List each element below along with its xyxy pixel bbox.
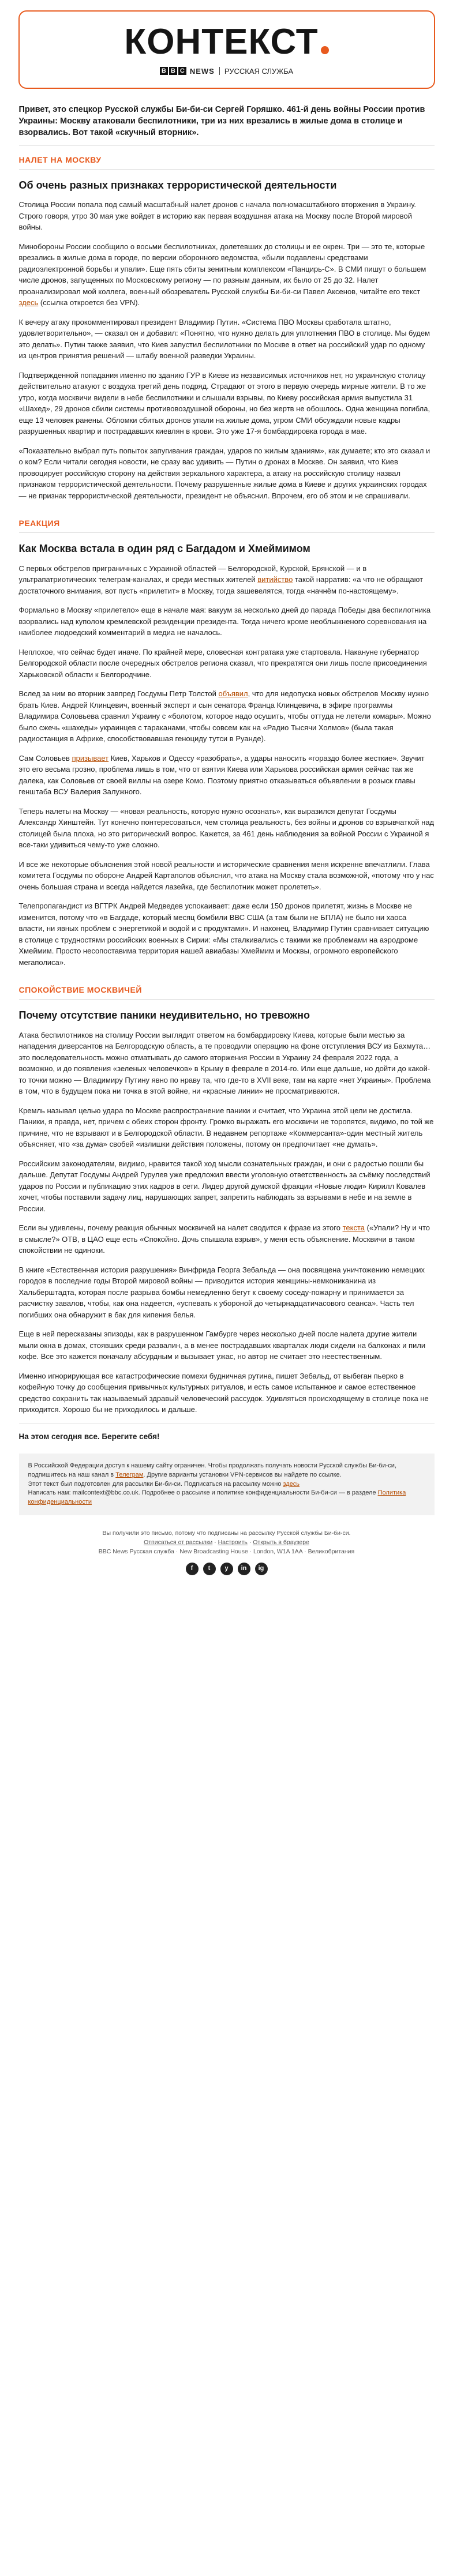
paragraph-text: («Упали? Ну и что в смысле?» ОТВ, в ЦАО еще есть «Спокойно. Дочь спышала взрыв», у меня есть объяснение. Москвичи в таком спокойствии не одиноки.	[18, 1223, 430, 1255]
youtube-icon[interactable]: y	[220, 1563, 233, 1575]
bbc-letter: B	[160, 67, 168, 75]
paragraph-text: такой нарратив: «а что не обращают достаточного внимания, вот пусть «прилетит» в Москву, тогда зашевелятся, тогда «начнём по-настоящему».	[18, 575, 424, 595]
paragraph: Атака беспилотников на столицу России выглядит ответом на бомбардировку Киева, которые были местью за нападения диверсантов на Белгородскую область, а те проводили операцию на фоне отступления ВСУ из Бахмута… это последовательность можно отматывать до самого вторжения России в Украину 24 февраля 2022 года, а возможно, и до появления «зеленых человечков» в Крыму в феврале в 2014-го. Или еще дальше, но дойти до какой-то точки можно — Владимиру Путину явно по нраву та, что где-то в XVII веке, там на карте «нет Украины». Проблема в том, что в будущем пока ни точка в этой войне, ни «красные линии» не просматриваются.	[18, 1030, 431, 1096]
intro-text: Привет, это спецкор Русской службы Би-би-си Сергей Горяшко. 461-й день войны России против Украины: Москву атаковали беспилотники, три из них врезались в жилые дома в столице и взорвались. Вот такой «скучный вторник».	[19, 97, 435, 146]
linkedin-icon[interactable]: in	[238, 1563, 250, 1575]
bbc-branding	[160, 67, 293, 76]
paragraph	[19, 563, 435, 597]
paragraph-text: , что для недопуска новых обстрелов Москву нужно брать Киев. Андрей Клинцевич, военный эксперт и сын сенатора Франца Клинцевича, в эфире программы Владимира Соловьева сравнил Украину с «болотом, которое надо осушить, чтобы оттуда не летели комары». Можно было сжечь «шахеды» украинцев с тараканами, чтобы совсем как на «Радио Тысячи Холмов» (была такая радиостанция в Африке, способствовавшая геноциду тутси в Руанде).	[18, 689, 431, 743]
settings-link[interactable]: Настроить	[218, 1539, 248, 1546]
paragraph: Теперь налеты на Москву — «новая реальность, которую нужно осознать», как выразился депутат Госдумы Александр Хинштейн. Тут конечно понтересоваться, чем столица реальность, без войны и дронов со взрывчаткой над столицей была плоха, но это риторический вопрос. Кажется, за 461 день наблюдения за войной России с Украиной я все-таки удивиться чему-то уже сложно.	[18, 806, 435, 850]
paragraph-text: Киев, Харьков и Одессу «разобрать», а удары наносить «гораздо более жесткие». Звучит это его весьма грозно, проблема лишь в том, что от взятия Киева или Харькова российская армия сейчас так же далека, как Соловьев от своей виллы на озере Комо. Поэтому приятно отказываться объявлении в розыск главы генштаба ВСУ Валерия Залужного.	[18, 753, 425, 797]
paragraph	[19, 688, 435, 745]
paragraph: «Показательно выбрал путь попыток запугивания граждан, ударов по жилым зданиям», как думаете; кто это сказал и о ком? Если читали сегодня новости, не сразу вас удивить — Путин о дронах в Москве. Он заявил, что Киев провоцирует российскую сторону на действия зеркального характера, а атаку на российскую столицу назвал признаком террористической деятельности. Почему разрушенные жилые дома в Киеве и других украинских городах — не признак террористической деятельности, президент не объяснил. Впрочем, его об этом и не спрашивали.	[18, 446, 430, 500]
paragraph: Кремль называл целью удара по Москве распространение паники и считает, что Украина этой цели не достигла. Паники, я правда, нет, причем с обеих сторон фронту. Громко выражать его москвичи не торопятся, видимо, по той же причине, что не взрывают и в Белгородской области. В недавнем репортаже «Коммерсанта»-один местный житель объясняет, что «за дума» свобей «излишки действия положены, потому он предпочитает «не думать».	[18, 1106, 434, 1149]
brand-logo[interactable]	[124, 21, 328, 62]
footer-address: BBC News Русская служба · New Broadcasting House · London, W1A 1AA · Великобритания	[98, 1548, 355, 1555]
paragraph: Неплохое, что сейчас будет иначе. По крайней мере, словесная контратака уже стартовала. Накануне губернатор Белгородской области после очередных обстрелов регионa сказал, что прекратятся они лишь после присоединения Харьковской области к Белгородчине.	[18, 647, 427, 679]
paragraph	[19, 241, 435, 309]
social-links	[19, 1563, 435, 1575]
info-line	[28, 1462, 425, 1480]
article-link[interactable]: объявил	[218, 689, 248, 699]
section-title: Об очень разных признаках террористической деятельности	[18, 179, 337, 191]
brand-dot-icon	[321, 46, 329, 54]
bbc-letter: C	[178, 67, 186, 75]
bbc-news-label: NEWS	[189, 66, 215, 76]
paragraph-text: С первых обстрелов приграничных с Украиной областей — Белгородской, Курской, Брянской — и в ультрапатриотических телеграм-каналах, и среди местных жителей	[18, 564, 367, 584]
unsubscribe-link[interactable]: Отписаться от рассылки	[144, 1539, 213, 1546]
article-link[interactable]: витийство	[257, 575, 293, 584]
paragraph-text: Минобороны России сообщило о восьми беспилотниках, долетевших до столицы и ее окрен. Три — это те, которые врезались в жилые дома в городе, по версии оборонного ведомства, «были подавлены средствами радиоэлектронной борьбы и упали». Еще пять сбиты зенитным комплексом «Панцирь-С». В СМИ пишут о большем числе дронов, запущенных по Московскому региону — по разным данным, их было от 25 до 32. Налет проанализировал мой коллега, военный обозреватель Русской службы Би-би-си Павел Аксенов, читайте его текст	[18, 242, 426, 296]
facebook-icon[interactable]: f	[186, 1563, 199, 1575]
article-link[interactable]: здесь	[18, 298, 39, 307]
service-name: РУССКАЯ СЛУЖБА	[224, 66, 294, 76]
section-calm	[19, 976, 435, 1575]
info-box	[19, 1454, 435, 1516]
article-link[interactable]: текста	[342, 1223, 365, 1233]
divider	[219, 67, 220, 75]
paragraph: Столица России попала под самый масштабный налет дронов с начала полномасштабного вторжения в Украину. Строго говоря, утро 30 мая уже войдет в историю как первая воздушная атака на Москву после Второй мировой войны.	[18, 200, 417, 232]
info-line	[28, 1480, 425, 1489]
article-link[interactable]: призывает	[72, 753, 109, 763]
paragraph-text: Если вы удивлены, почему реакция обычных москвичей на налет сводится к фразе из этого	[18, 1223, 340, 1233]
brand-logo-text: КОНТЕКСТ	[124, 21, 319, 62]
bbc-logo-icon	[160, 67, 186, 75]
twitter-icon[interactable]: t	[203, 1563, 216, 1575]
info-text: В Российской Федерации доступ к нашему сайту ограничен. Чтобы продолжать получать новости Русской службы Би-би-си, подпишитесь на наш канал в	[28, 1462, 397, 1478]
paragraph	[19, 753, 435, 798]
email-page	[0, 10, 453, 2576]
sign-off: На этом сегодня все. Берегите себя!	[19, 1424, 435, 1449]
privacy-link[interactable]: Политика конфиденциальности	[28, 1489, 406, 1506]
section-label: НАЛЕТ НА МОСКВУ	[19, 146, 435, 170]
section-reaction	[19, 509, 435, 968]
paragraph: Подтвержденной попадания именно по зданию ГУР в Киеве из независимых источников нет, но украинскую столицу действительно атакуют с воздуха третий день подряд. Страдают от этого в первую очередь мирные жители. В то же утро, когда москвичи видели в небе беспилотники и слышали взрывы, по Киеву российская армия выпустила 31 «Шахед», 29 дронов сбили системы противовоздушной обороны, но без жертв не обошлось. Одна женщина погибла, еще 13 человек ранены. Обломки сбитых дронов упали на жилые дома, угром СМИ обсуждали новые кадры разрушенных квартир и пострадавших киевлян в крови. Это уже 17-я бомбардировка города в мае.	[18, 370, 430, 436]
footer-links: Отписаться от рассылки · Настроить · Открыть в браузере	[144, 1539, 309, 1546]
footer-note: Вы получили это письмо, потому что подписаны на рассылку Русской службы Би-би-си.	[102, 1530, 351, 1537]
paragraph-text: (ссылка откроется без VPN).	[38, 298, 140, 307]
paragraph	[19, 1222, 435, 1256]
info-line	[28, 1489, 425, 1507]
paragraph: Именно игнорирующая все катастрофические помехи будничная рутина, пишет Зебальд, от выбеган пьерко в кофейную точку до сообщения привычных культурных ритуалов, и есть самое испытанное и самое естественное средство сохранить так называемый здравый человеческий рассудок. Удивляться происходящему в столице пока не приходится. Хорошо бы не приходилось и дальше.	[18, 1371, 429, 1414]
instagram-icon[interactable]: ig	[255, 1563, 268, 1575]
bbc-letter: B	[169, 67, 177, 75]
paragraph-text: Вслед за ним во вторник завпред Госдумы Петр Толстой	[18, 689, 216, 699]
paragraph: И все же некоторые объяснения этой новой реальности и исторические сравнения меня искренне впечатлили. Глава комитета Госдумы по обороне Андрей Картаполов объяснил, что атака на Москву стала возможной, «потому что у нас очень большая страна и всегда найдется лазейка, где беспилотник может пролететь».	[18, 859, 434, 891]
info-text: Этот текст был подготовлен для рассылки Би-би-си. Подписаться на рассылку можно	[28, 1480, 282, 1488]
header-logo-box	[18, 10, 435, 89]
paragraph-text: Сам Соловьев	[18, 753, 70, 763]
subscribe-link[interactable]: здесь	[283, 1480, 300, 1488]
info-text: Написать нам: mailcontext@bbc.co.uk. Подробнее о рассылке и политике конфиденциальности Би-би-си — в разделе	[28, 1489, 376, 1497]
telegram-link[interactable]: Телеграм	[115, 1471, 144, 1478]
paragraph: Еще в ней пересказаны эпизоды, как в разрушенном Гамбурге через несколько дней после налета другие жители мыли окна в домах, стоявших среди развалин, а в менее пострадавших кварталах люди сидели на балконах и пили кофе. Все это кажется поначалу абсурдным и вызывает ужас, но автор не считает это неестественным.	[18, 1330, 426, 1361]
info-text: . Другие варианты установки VPN-сервисов вы найдете по ссылке.	[143, 1471, 342, 1478]
paragraph: Телепропагандист из ВГТРК Андрей Медведев успокаивает: даже если 150 дронов прилетят, жизнь в Москве не изменится, потому что «в Багдаде, который месяц бомбили ВВС США (а там были не БПЛА) не было ни хаоса власти, ни явных проблем с энергетикой и водой и с продуктами». И наконец, Владимир Путин сравнивает ситуацию в столице с трудностями российских военных в Сирии: «Мы сталкивались с такими же проблемами на аэродроме Хмеймим. Просто несопоставима территория нашей авиабазы Хмеймим и Москвы, огромного европейского мегаполиса».	[18, 902, 429, 967]
section-label: СПОКОЙСТВИЕ МОСКВИЧЕЙ	[19, 976, 435, 1000]
open-in-browser-link[interactable]: Открыть в браузере	[253, 1539, 309, 1546]
section-title: Как Москва встала в один ряд с Багдадом и Хмеймимом	[18, 543, 310, 555]
section-label: РЕАКЦИЯ	[19, 509, 435, 533]
footer	[19, 1515, 435, 1575]
paragraph: Российским законодателям, видимо, нравится такой ход мысли сознательных граждан, и они с радостью пошли бы дальше. Депутат Госдумы Андрей Гурулев уже предложил ввести уголовную ответственность за съёмку последствий ударов по России и публикацию этих кадров в сети. Лидер другой думской фракции «Новые люди» Кирилл Ковалев хочет, чтобы поставили задачу лиц, нарушающих запрет, запретить наблюдать за взрывами в небе и на земле в России.	[18, 1159, 430, 1213]
paragraph: К вечеру атаку прокомментировал президент Владимир Путин. «Система ПВО Москвы сработала штатно, удовлетворительно», — сказал он и добавил: «Понятно, что нужно делать для уплотнения ПВО в столице. Мы будем это делать». Путин также заявил, что Киев запустил беспилотники по Москве в ответ на российский удар по одному из центров принятия решений — штабу военной разведки Украины.	[18, 317, 430, 361]
section-moscow-raid	[19, 146, 435, 501]
section-title: Почему отсутствие паники неудивительно, но тревожно	[18, 1009, 310, 1022]
paragraph: В книге «Естественная история разрушения» Винфрида Георга Зебальда — она посвящена уничтожению немецких городов в последние годы Второй мировой войны — приводится история женщины-немкониканина из Хальберштадта, которая после разрыва бомбы немедленно бегут к своему соседу-пожарну и принимается за расчистку завалов, чтобы, как она надеется, «успевать к убороной до четырнадцатичасового сеанса». Часть тел погибших она обнаружит в бак для кипения белья.	[18, 1265, 425, 1319]
paragraph: Формально в Москву «прилетело» еще в начале мая: вакуум за несколько дней до парада Победы два беспилотника взорвались над куполом кремлевской резиденции президента. Тогда ничего кроме необлыжненого соревнования на наиболее людоедский комментарий в медиа не началось.	[18, 606, 431, 637]
